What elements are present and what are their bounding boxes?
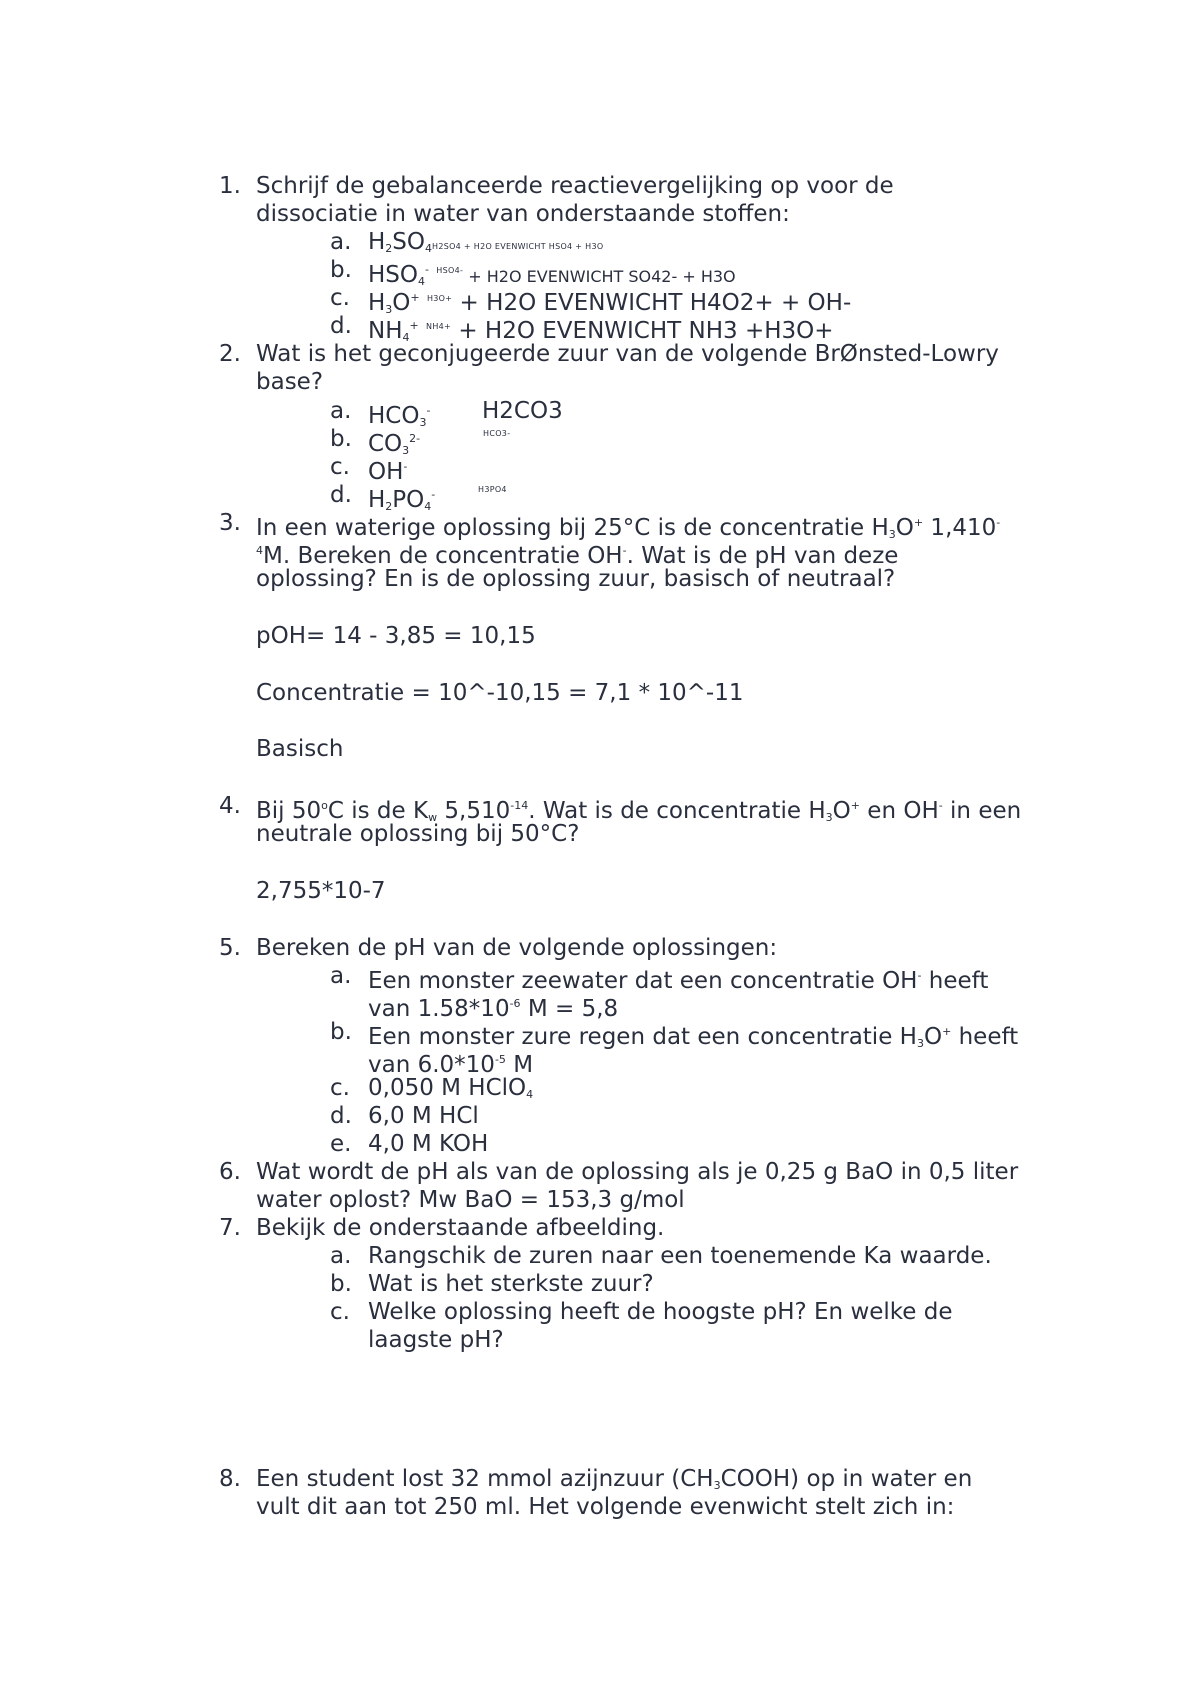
question-7c-label: c. [330,1299,350,1325]
question-1a-answer: H2SO4 + H2O EVENWICHT HSO4 + H3O [432,242,604,251]
question-3-number: 3. [219,510,241,536]
question-1d-note: NH4+ [426,322,452,331]
question-7-line-1: Bekijk de onderstaande afbeelding. [256,1215,665,1241]
question-4-line-1: Bij 50$^o$C is de $K_w$ $5,510^{-14}$. Wat is de concentratie $H_3O^+$ en OH- in een [256,798,1022,824]
question-2-line-1: Wat is het geconjugeerde zuur van de volgende BrØnsted-Lowry [256,341,999,367]
question-1b-note: HSO4- [436,266,464,275]
question-5e: 4,0 M KOH [368,1131,489,1157]
question-3-line-3: oplossing? En is de oplossing zuur, basisch of neutraal? [256,566,896,592]
question-5-number: 5. [219,935,241,961]
question-3-line-2: $^4$M. Bereken de concentratie OH-. Wat is de pH van deze [256,543,899,569]
question-4-answer: 2,755*10-7 [256,878,386,904]
question-7b-label: b. [330,1271,352,1297]
question-1a: $H_2SO_4H2SO4 + H2O$ EVENWICHT HSO4 + H3O [368,229,604,255]
question-5c-label: c. [330,1075,350,1101]
question-8-line-1: Een student lost 32 mmol azijnzuur $(CH_3COOH)$ op in water en [256,1466,973,1492]
question-2d-answer: H3PO4 [478,485,507,494]
question-2-number: 2. [219,341,241,367]
question-7c-line-2: laagste pH? [368,1327,504,1353]
question-1-number: 1. [219,173,241,199]
question-3-answer-3: Basisch [256,736,344,762]
question-2b-label: b. [330,426,352,452]
question-5e-label: e. [330,1131,352,1157]
question-3-answer-1: pOH= 14 - 3,85 = 10,15 [256,623,536,649]
question-4-number: 4. [219,793,241,819]
question-5a-line-1: Een monster zeewater dat een concentratie OH- heeft [368,968,989,994]
question-1d: $NH_4^+$ $^{NH4+}$ + H2O EVENWICHT NH3 +H3O+ [368,318,834,344]
question-1-line-1: Schrijf de gebalanceerde reactievergelijking op voor de [256,173,894,199]
question-2d-label: d. [330,482,352,508]
question-5a-label: a. [330,963,352,989]
question-2b-answer: HCO3- [483,429,511,438]
question-7c-line-1: Welke oplossing heeft de hoogste pH? En welke de [368,1299,953,1325]
question-2c: OH- [368,459,408,485]
question-7a: Rangschik de zuren naar een toenemende Ka waarde. [368,1243,992,1269]
question-7-number: 7. [219,1215,241,1241]
question-2-line-2: base? [256,369,324,395]
question-5d: 6,0 M HCl [368,1103,479,1129]
question-4-line-2: neutrale oplossing bij 50°C? [256,821,580,847]
question-8-number: 8. [219,1466,241,1492]
question-2d: $H_2PO_4^-$ [368,487,436,513]
question-2a-answer: H2CO3 [482,398,563,424]
question-1b-answer: + H2O EVENWICHT SO42- + H3O [463,267,736,286]
question-6-line-2: water oplost? Mw BaO = 153,3 g/mol [256,1187,685,1213]
question-1a-label: a. [330,229,352,255]
question-1b-label: b. [330,257,352,283]
question-1c-label: c. [330,285,350,311]
question-5b-line-1: Een monster zure regen dat een concentratie $H_3O^+$ heeft [368,1024,1019,1050]
question-2c-label: c. [330,454,350,480]
question-5d-label: d. [330,1103,352,1129]
question-5b-line-2: van $6.0*10^{-5}$ M [368,1052,534,1078]
question-6-number: 6. [219,1159,241,1185]
question-2b: $CO_3^{2-}$ [368,431,421,457]
question-3-answer-2: Concentratie = 10^-10,15 = 7,1 * 10^-11 [256,680,744,706]
question-1b: $HSO_4^-$ $^{HSO4-}$ + H2O EVENWICHT SO42- + H3O [368,262,736,288]
question-1-line-2: dissociatie in water van onderstaande stoffen: [256,201,790,227]
question-5b-label: b. [330,1019,352,1045]
question-2a-label: a. [330,398,352,424]
question-2a: $HCO_3^-$ [368,403,431,429]
question-5a-line-2: van $1.58*10^{-6}$ M = 5,8 [368,996,619,1022]
question-1d-answer: + H2O EVENWICHT NH3 +H3O+ [451,318,834,344]
question-8-line-2: vult dit aan tot 250 ml. Het volgende evenwicht stelt zich in: [256,1494,955,1520]
question-6-line-1: Wat wordt de pH als van de oplossing als je 0,25 g BaO in 0,5 liter [256,1159,1019,1185]
question-1c: $H_3O^+$ $^{H3O+}$ + H2O EVENWICHT H4O2+ + OH- [368,290,852,316]
question-7a-label: a. [330,1243,352,1269]
question-5-line-1: Bereken de pH van de volgende oplossingen: [256,935,778,961]
question-1d-label: d. [330,313,352,339]
question-1c-answer: + H2O EVENWICHT H4O2+ + OH- [452,290,852,316]
question-7b: Wat is het sterkste zuur? [368,1271,654,1297]
question-5c: 0,050 M HClO$_4$ [368,1075,534,1101]
question-1c-note: H3O+ [426,294,453,303]
question-3-line-1: In een waterige oplossing bij 25°C is de concentratie $H_3O^+$ 1,410- [256,515,1001,541]
